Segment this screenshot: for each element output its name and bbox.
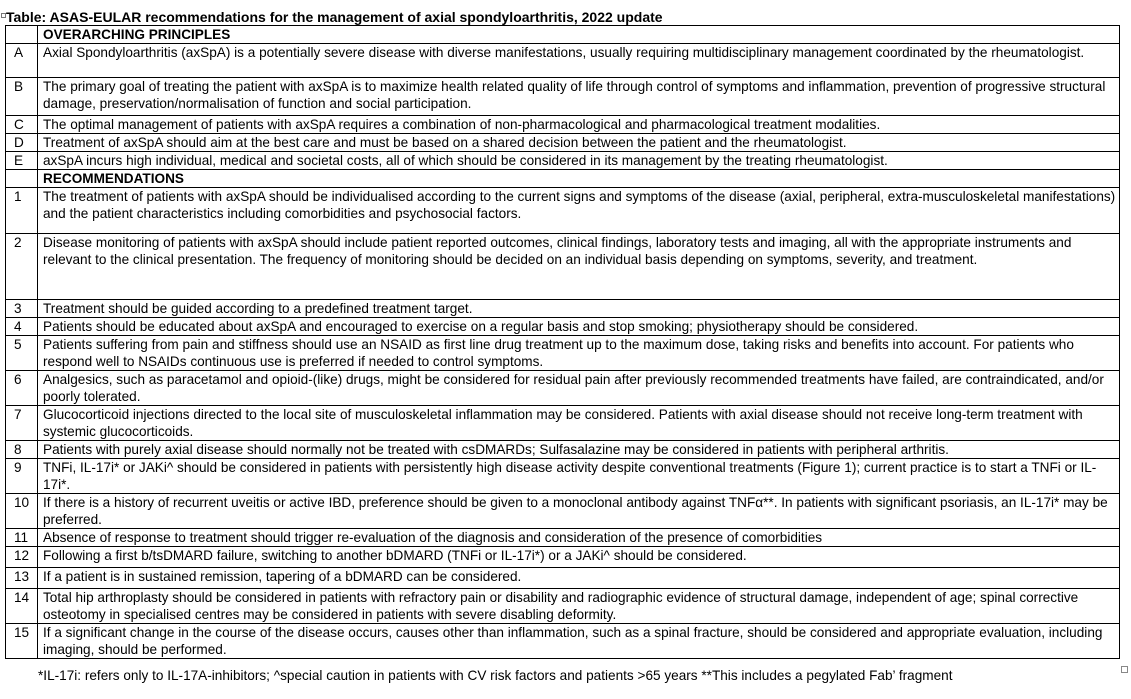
row-id <box>6 26 38 44</box>
row-id: 10 <box>6 494 38 529</box>
section-heading: RECOMMENDATIONS <box>38 170 1120 188</box>
row-text: Treatment of axSpA should aim at the best care and must be based on a shared decision between the patient and the rheumatologist. <box>38 134 1120 152</box>
row-text: Patients should be educated about axSpA and encouraged to exercise on a regular basis and stop smoking; physiotherapy should be considered. <box>38 318 1120 336</box>
table-row <box>6 406 1120 441</box>
table-row <box>6 78 1120 116</box>
table-footnote: *IL-17i: refers only to IL-17A-inhibitors; ^special caution in patients with CV risk factors and patients >65 years **This includes a pegylated Fab’ fragment <box>38 668 953 683</box>
table-row <box>6 134 1120 152</box>
row-id: 1 <box>6 188 38 234</box>
corner-marker <box>1121 666 1128 673</box>
table-row <box>6 371 1120 406</box>
table-row <box>6 152 1120 170</box>
table-row <box>6 529 1120 547</box>
row-id: 8 <box>6 441 38 459</box>
row-id: 4 <box>6 318 38 336</box>
row-text: If a patient is in sustained remission, tapering of a bDMARD can be considered. <box>38 568 1120 589</box>
row-id: 5 <box>6 336 38 371</box>
row-id: 6 <box>6 371 38 406</box>
table-row <box>6 459 1120 494</box>
row-id: 3 <box>6 300 38 318</box>
row-id: C <box>6 116 38 134</box>
table-row <box>6 44 1120 78</box>
row-id: 2 <box>6 234 38 300</box>
row-id: 11 <box>6 529 38 547</box>
row-id: B <box>6 78 38 116</box>
table-row <box>6 547 1120 568</box>
row-text: Axial Spondyloarthritis (axSpA) is a potentially severe disease with diverse manifestations, usually requiring multidisciplinary management coordinated by the rheumatologist. <box>38 44 1120 78</box>
row-text: If there is a history of recurrent uveitis or active IBD, preference should be given to a monoclonal antibody against TNFα**. In patients with significant psoriasis, an IL-17i* may be preferred. <box>38 494 1120 529</box>
row-text: Treatment should be guided according to a predefined treatment target. <box>38 300 1120 318</box>
row-id: E <box>6 152 38 170</box>
row-text: Following a first b/tsDMARD failure, switching to another bDMARD (TNFi or IL-17i*) or a JAKi^ should be considered. <box>38 547 1120 568</box>
row-text: Total hip arthroplasty should be considered in patients with refractory pain or disability and radiographic evidence of structural damage, independent of age; spinal corrective osteotomy in specialised centres may be considered in patients with severe disabling deformity. <box>38 589 1120 624</box>
row-id: 7 <box>6 406 38 441</box>
row-text: Patients suffering from pain and stiffness should use an NSAID as first line drug treatment up to the maximum dose, taking risks and benefits into account. For patients who respond well to NSAIDs continuous use is preferred if needed to control symptoms. <box>38 336 1120 371</box>
row-text: The treatment of patients with axSpA should be individualised according to the current signs and symptoms of the disease (axial, peripheral, extra-musculoskeletal manifestations) and the patient characteristics including comorbidities and psychosocial factors. <box>38 188 1120 234</box>
row-text: Glucocorticoid injections directed to the local site of musculoskeletal inflammation may be considered. Patients with axial disease should not receive long-term treatment with systemic glucocorticoids. <box>38 406 1120 441</box>
table-row <box>6 568 1120 589</box>
recommendations-table <box>5 25 1120 659</box>
row-text: The optimal management of patients with axSpA requires a combination of non-pharmacological and pharmacological treatment modalities. <box>38 116 1120 134</box>
row-id: D <box>6 134 38 152</box>
table-row <box>6 336 1120 371</box>
table-title: Table: ASAS-EULAR recommendations for the management of axial spondyloarthritis, 2022 update <box>6 9 663 25</box>
section-header-row <box>6 26 1120 44</box>
row-id: 9 <box>6 459 38 494</box>
row-id: 14 <box>6 589 38 624</box>
row-id <box>6 170 38 188</box>
section-header-row <box>6 170 1120 188</box>
table-row <box>6 494 1120 529</box>
table-row <box>6 116 1120 134</box>
row-id: 12 <box>6 547 38 568</box>
row-id: 13 <box>6 568 38 589</box>
table-row <box>6 234 1120 300</box>
row-text: Analgesics, such as paracetamol and opioid-(like) drugs, might be considered for residual pain after previously recommended treatments have failed, are contraindicated, and/or poorly tolerated. <box>38 371 1120 406</box>
row-text: TNFi, IL-17i* or JAKi^ should be considered in patients with persistently high disease activity despite conventional treatments (Figure 1); current practice is to start a TNFi or IL-17i*. <box>38 459 1120 494</box>
row-id: 15 <box>6 624 38 659</box>
row-id: A <box>6 44 38 78</box>
table-row <box>6 624 1120 659</box>
table-row <box>6 318 1120 336</box>
section-heading: OVERARCHING PRINCIPLES <box>38 26 1120 44</box>
table-body <box>6 26 1120 659</box>
row-text: The primary goal of treating the patient with axSpA is to maximize health related quality of life through control of symptoms and inflammation, prevention of progressive structural damage, preservation/normalisation of function and social participation. <box>38 78 1120 116</box>
table-row <box>6 188 1120 234</box>
row-text: Disease monitoring of patients with axSpA should include patient reported outcomes, clinical findings, laboratory tests and imaging, all with the appropriate instruments and relevant to the clinical presentation. The frequency of monitoring should be decided on an individual basis depending on symptoms, severity, and treatment. <box>38 234 1120 300</box>
table-row <box>6 441 1120 459</box>
row-text: Absence of response to treatment should trigger re-evaluation of the diagnosis and consideration of the presence of comorbidities <box>38 529 1120 547</box>
row-text: Patients with purely axial disease should normally not be treated with csDMARDs; Sulfasalazine may be considered in patients with peripheral arthritis. <box>38 441 1120 459</box>
table-row <box>6 300 1120 318</box>
row-text: axSpA incurs high individual, medical and societal costs, all of which should be considered in its management by the treating rheumatologist. <box>38 152 1120 170</box>
table-row <box>6 589 1120 624</box>
row-text: If a significant change in the course of the disease occurs, causes other than inflammation, such as a spinal fracture, should be considered and appropriate evaluation, including imaging, should be performed. <box>38 624 1120 659</box>
